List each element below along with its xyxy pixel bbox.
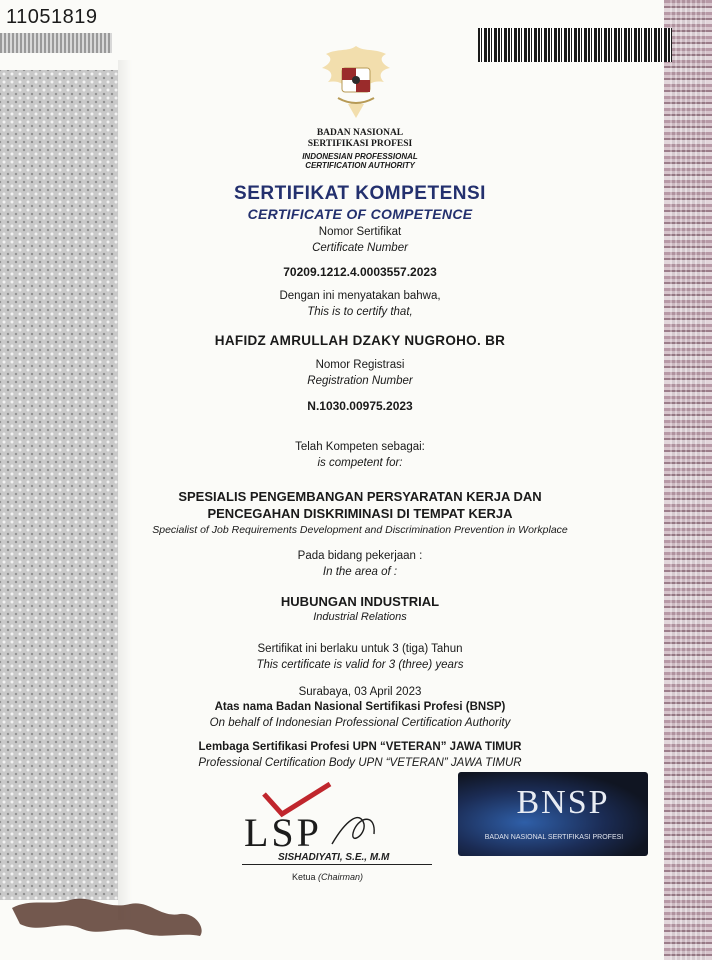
certification-body: Lembaga Sertifikasi Profesi UPN “VETERAN” JAWA TIMUR xyxy=(198,741,522,753)
left-security-pattern xyxy=(0,70,118,900)
competent-label-en: is competent for: xyxy=(317,457,403,469)
on-behalf-statement: Atas nama Badan Nasional Sertifikasi Profesi (BNSP) xyxy=(214,701,506,713)
certificate-number: 70209.1212.4.0003557.2023 xyxy=(283,265,437,279)
certification-body-en: Professional Certification Body UPN “VETERAN” JAWA TIMUR xyxy=(198,757,522,769)
registration-label: Nomor Registrasi xyxy=(315,359,405,371)
certificate-title-en: CERTIFICATE OF COMPETENCE xyxy=(247,206,473,222)
place-date: Surabaya, 03 April 2023 xyxy=(298,686,422,698)
certificate-number-label-en: Certificate Number xyxy=(312,242,408,254)
bnsp-hologram xyxy=(458,772,648,856)
lsp-logo-text: LSP xyxy=(244,810,322,855)
certify-statement: Dengan ini menyatakan bahwa, xyxy=(279,290,441,302)
signatory-name: SISHADIYATI, S.E., M.M xyxy=(278,852,390,863)
registration-label-en: Registration Number xyxy=(307,375,413,387)
area-label-en: In the area of : xyxy=(322,566,398,578)
left-security-band xyxy=(0,33,112,53)
certificate-title: SERTIFIKAT KOMPETENSI xyxy=(234,183,486,204)
garuda-emblem-icon xyxy=(308,38,404,124)
validity-statement-en: This certificate is valid for 3 (three) years xyxy=(256,659,464,671)
on-behalf-statement-en: On behalf of Indonesian Professional Certification Authority xyxy=(209,717,511,729)
certificate-number-label: Nomor Sertifikat xyxy=(318,226,402,238)
holder-name: HAFIDZ AMRULLAH DZAKY NUGROHO. BR xyxy=(214,333,506,348)
area-of-work: HUBUNGAN INDUSTRIAL xyxy=(280,594,440,609)
ink-stain xyxy=(10,888,210,944)
signatory-role: Ketua (Chairman) xyxy=(292,872,364,882)
barcode xyxy=(478,28,672,62)
registration-number: N.1030.00975.2023 xyxy=(307,399,413,413)
authority-name-id: BADAN NASIONAL SERTIFIKASI PROFESI xyxy=(307,128,413,149)
bnsp-subtitle: BADAN NASIONAL SERTIFIKASI PROFESI xyxy=(484,834,624,841)
authority-name-en: INDONESIAN PROFESSIONAL CERTIFICATION AUTHORITY xyxy=(302,152,418,170)
serial-number: 11051819 xyxy=(6,6,98,28)
competency-title-en: Specialist of Job Requirements Development and Discrimination Prevention in Workplace xyxy=(152,524,568,536)
certify-statement-en: This is to certify that, xyxy=(307,306,413,318)
validity-statement: Sertifikat ini berlaku untuk 3 (tiga) Tahun xyxy=(257,643,463,655)
competent-label: Telah Kompeten sebagai: xyxy=(295,441,425,453)
area-label: Pada bidang pekerjaan : xyxy=(297,550,423,562)
area-of-work-en: Industrial Relations xyxy=(313,611,407,623)
bnsp-logo-text: BNSP xyxy=(516,784,610,821)
right-security-strip xyxy=(664,0,712,960)
competency-title: SPESIALIS PENGEMBANGAN PERSYARATAN KERJA DAN PENCEGAHAN DISKRIMINASI DI TEMPAT KERJA xyxy=(178,489,542,521)
